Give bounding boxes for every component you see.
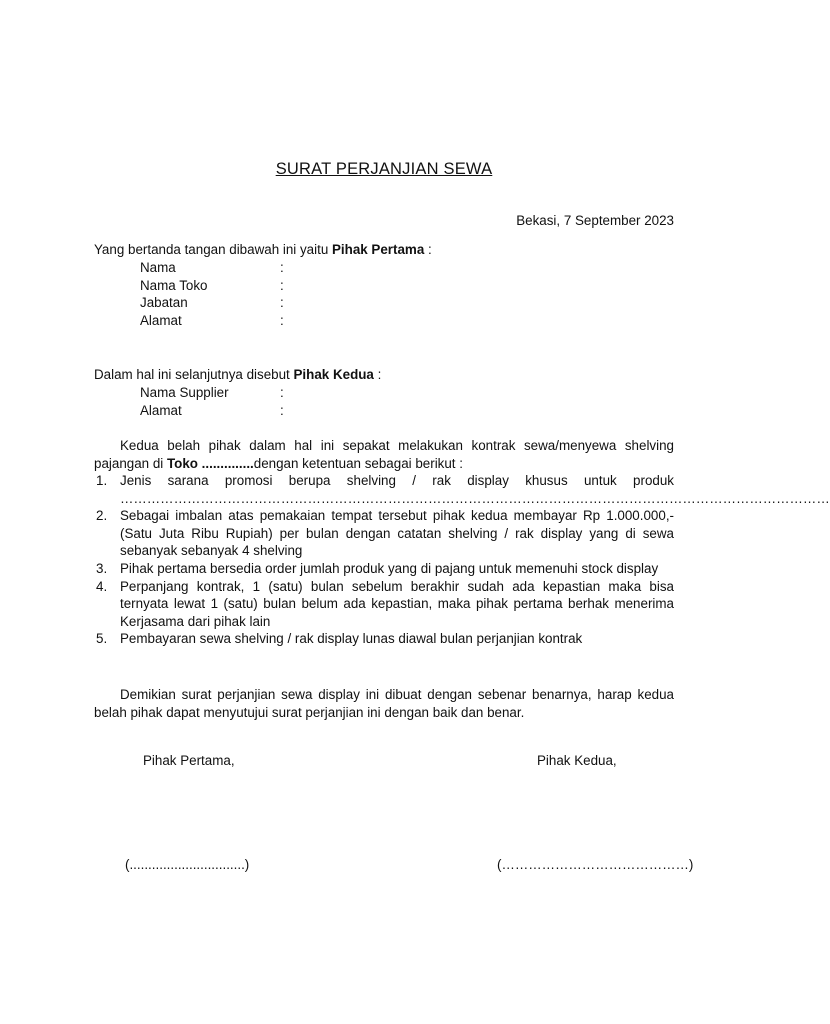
place-date: Bekasi, 7 September 2023 xyxy=(516,213,674,228)
terms-list xyxy=(94,472,830,648)
term-item: 3. Pihak pertama bersedia order jumlah produk yang di pajang untuk memenuhi stock display xyxy=(96,560,659,576)
second-party-signature-label: Pihak Kedua, xyxy=(537,753,617,768)
field-row-nama-supplier: Nama Supplier : xyxy=(140,385,284,400)
term-item: 2. Sebagai imbalan atas pemakaian tempat tersebut pihak kedua membayar Rp 1.000.000,- (Satu Juta Ribu Rupiah) per bulan dengan catatan shelving / rak display yang di sewa sebanyak sebanyak 4 shelving xyxy=(96,508,674,559)
first-party-fields xyxy=(140,259,284,329)
field-row-alamat: Alamat : xyxy=(140,312,284,328)
first-party-signature-line: (...............................) xyxy=(125,857,250,872)
agreement-paragraph: Kedua belah pihak dalam hal ini sepakat melakukan kontrak sewa/menyewa shelving pajangan di Toko ..............dengan ketentuan sebagai berikut : xyxy=(94,438,674,471)
closing-paragraph: Demikian surat perjanjian sewa display ini dibuat dengan sebenar benarnya, harap kedua belah pihak dapat menyutujui surat perjanjian ini dengan baik dan benar. xyxy=(94,687,674,720)
document-title: SURAT PERJANJIAN SEWA xyxy=(275,160,493,178)
second-party-label: Pihak Kedua xyxy=(293,367,374,382)
term-item: 1. Jenis sarana promosi berupa shelving / rak display khusus untuk produk …………………………………………………………………………………………………………………………………………… xyxy=(96,473,830,506)
field-row-alamat-supplier: Alamat : xyxy=(140,402,284,418)
second-party-intro: Dalam hal ini selanjutnya disebut Pihak Kedua : xyxy=(94,367,382,382)
first-party-signature-label: Pihak Pertama, xyxy=(143,753,235,768)
first-party-intro: Yang bertanda tangan dibawah ini yaitu Pihak Pertama : xyxy=(94,242,432,257)
second-party-signature-line: (……………………………………) xyxy=(497,857,694,872)
field-row-jabatan: Jabatan : xyxy=(140,295,284,311)
field-row-nama: Nama : xyxy=(140,260,284,275)
term-item: 5. Pembayaran sewa shelving / rak display lunas diawal bulan perjanjian kontrak xyxy=(96,631,583,647)
field-row-nama-toko: Nama Toko : xyxy=(140,277,284,293)
term-item: 4. Perpanjang kontrak, 1 (satu) bulan sebelum berakhir sudah ada kepastian maka bisa ternyata lewat 1 (satu) bulan belum ada kepastian, maka pihak pertama berhak menerima Kerjasama dari pihak lain xyxy=(96,578,674,629)
first-party-label: Pihak Pertama xyxy=(331,242,425,257)
second-party-fields xyxy=(140,384,284,419)
